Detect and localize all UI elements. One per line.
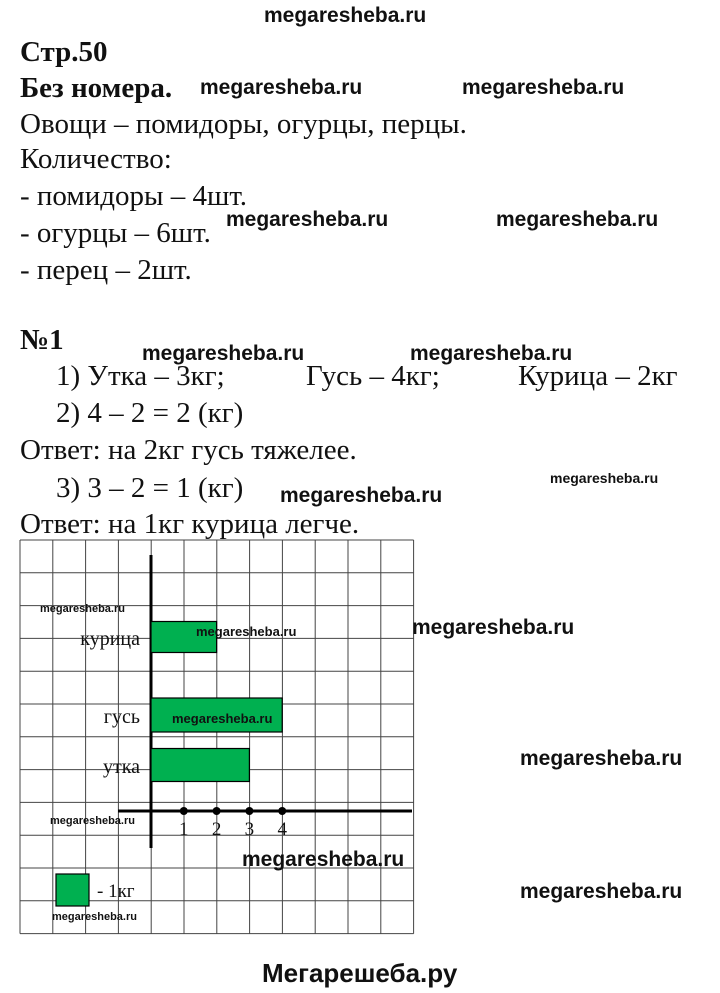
quantity-heading: Количество: bbox=[20, 143, 172, 175]
header-watermark: megaresheba.ru bbox=[264, 4, 427, 27]
step-3: 3) 3 – 2 = 1 (кг) bbox=[56, 472, 244, 504]
tick-dot bbox=[180, 807, 188, 815]
watermark: megaresheba.ru bbox=[226, 208, 389, 231]
watermark: megaresheba.ru bbox=[40, 603, 125, 615]
step-1-chicken: Курица – 2кг bbox=[518, 360, 678, 392]
quantity-item: - огурцы – 6шт. bbox=[20, 217, 211, 249]
watermark: megaresheba.ru bbox=[462, 76, 625, 99]
quantity-item: - помидоры – 4шт. bbox=[20, 180, 248, 212]
step-2: 2) 4 – 2 = 2 (кг) bbox=[56, 397, 244, 429]
section-subtitle: Без номера. bbox=[20, 72, 173, 104]
tick-label: 2 bbox=[211, 819, 222, 840]
tick-dot bbox=[278, 807, 286, 815]
watermark: megaresheba.ru bbox=[52, 911, 137, 923]
step-1-goose: Гусь – 4кг; bbox=[306, 360, 440, 392]
tick-label: 3 bbox=[244, 819, 255, 840]
watermark: megaresheba.ru bbox=[520, 880, 683, 903]
tick-dot bbox=[213, 807, 221, 815]
watermark: megaresheba.ru bbox=[50, 815, 135, 827]
watermark: megaresheba.ru bbox=[410, 342, 573, 365]
watermark: megaresheba.ru bbox=[520, 747, 683, 770]
category-label: утка bbox=[102, 756, 140, 778]
watermark: megaresheba.ru bbox=[280, 484, 443, 507]
answer-3: Ответ: на 1кг курица легче. bbox=[20, 508, 360, 540]
legend-swatch bbox=[56, 874, 89, 906]
watermark: megaresheba.ru bbox=[172, 711, 273, 726]
watermark: megaresheba.ru bbox=[196, 624, 297, 639]
tick-label: 4 bbox=[277, 819, 287, 840]
category-label: гусь bbox=[103, 706, 140, 728]
bar-2 bbox=[151, 749, 249, 782]
vegetables-line: Овощи – помидоры, огурцы, перцы. bbox=[20, 108, 467, 140]
watermark: megaresheba.ru bbox=[142, 342, 305, 365]
step-1-duck: 1) Утка – 3кг; bbox=[56, 360, 225, 392]
watermark: megaresheba.ru bbox=[496, 208, 659, 231]
category-label: курица bbox=[80, 628, 140, 650]
watermark: megaresheba.ru bbox=[550, 470, 659, 486]
task-number: №1 bbox=[20, 324, 64, 356]
watermark: megaresheba.ru bbox=[200, 76, 363, 99]
quantity-item: - перец – 2шт. bbox=[20, 254, 192, 286]
answer-2: Ответ: на 2кг гусь тяжелее. bbox=[20, 434, 357, 466]
footer-brand: Мегарешеба.ру bbox=[262, 958, 458, 988]
tick-label: 1 bbox=[179, 819, 189, 840]
watermark: megaresheba.ru bbox=[412, 616, 575, 639]
watermark: megaresheba.ru bbox=[242, 848, 405, 871]
tick-dot bbox=[245, 807, 253, 815]
legend-label: - 1кг bbox=[97, 881, 135, 902]
page-title: Стр.50 bbox=[20, 36, 108, 68]
